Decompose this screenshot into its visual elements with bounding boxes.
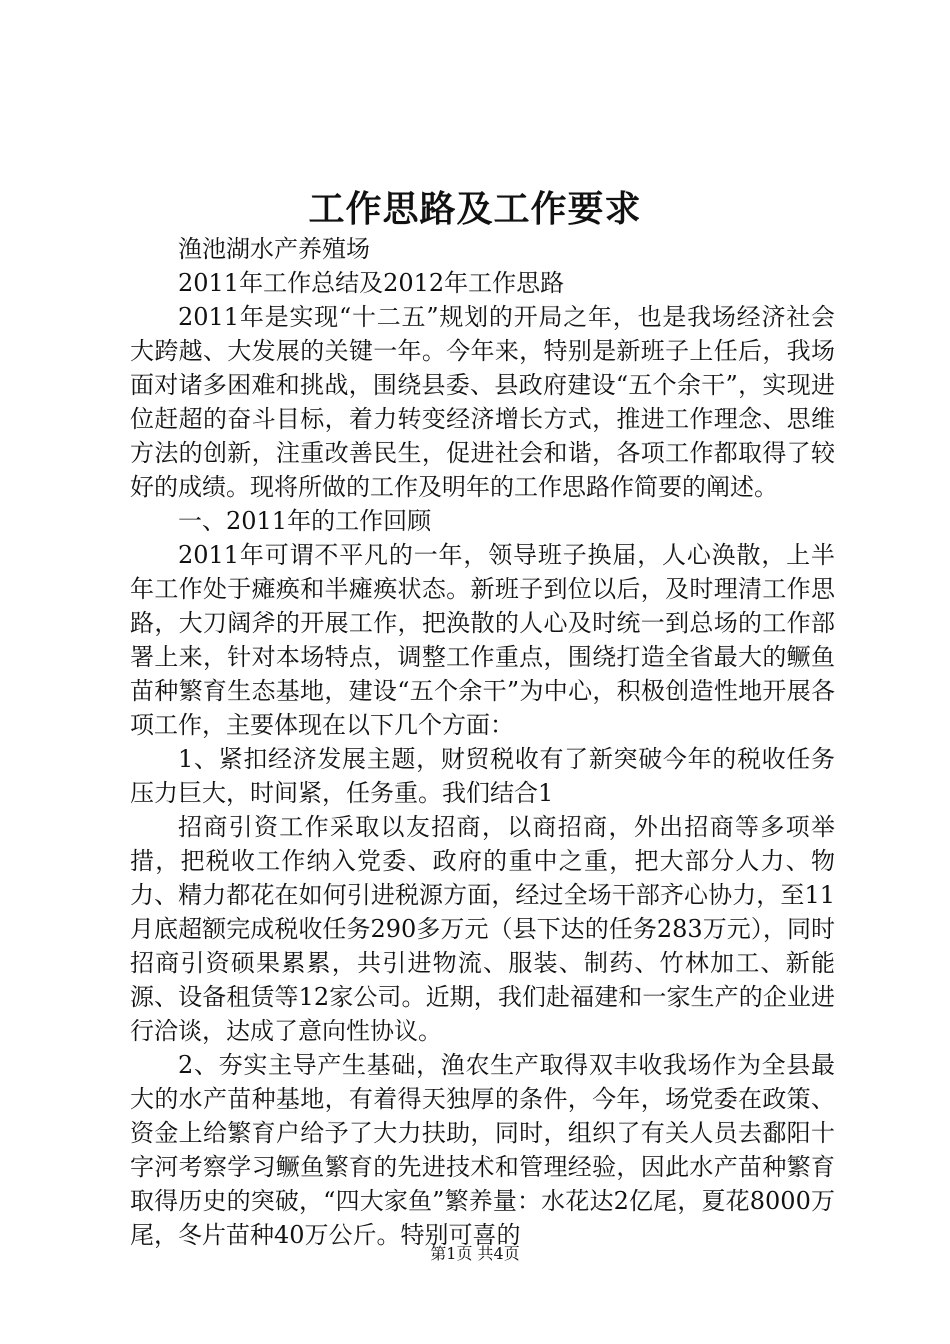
page-footer: 第1页 共4页: [430, 1244, 520, 1263]
document-body: [130, 232, 835, 1252]
paragraph-item-1: 1、紧扣经济发展主题，财贸税收有了新突破今年的税收任务压力巨大，时间紧，任务重。我们结合1: [130, 745, 835, 807]
document-title: 工作思路及工作要求: [308, 188, 642, 230]
paragraph-item-2: 2、夯实主导产生基础，渔农生产取得双丰收我场作为全县最大的水产苗种基地，有着得天独厚的条件，今年，场党委在政策、资金上给繁育户给予了大力扶助，同时，组织了有关人员去鄱阳十字河考察学习鳜鱼繁育的先进技术和管理经验，因此水产苗种繁育取得历史的突破，“四大家鱼”繁养量：水花达2亿尾，夏花8000万尾，冬片苗种40万公斤。特别可喜的: [130, 1051, 835, 1249]
section-heading-review: 一、2011年的工作回顾: [178, 507, 432, 535]
paragraph-intro: 2011年是实现“十二五”规划的开局之年，也是我场经济社会大跨越、大发展的关键一年。今年来，特别是新班子上任后，我场面对诸多困难和挑战，围绕县委、县政府建设“五个余干”，实现进位赶超的奋斗目标，着力转变经济增长方式，推进工作理念、思维方法的创新，注重改善民生，促进社会和谐，各项工作都取得了较好的成绩。现将所做的工作及明年的工作思路作简要的阐述。: [130, 303, 835, 501]
paragraph-investment: 招商引资工作采取以友招商，以商招商，外出招商等多项举措，把税收工作纳入党委、政府的重中之重，把大部分人力、物力、精力都花在如何引进税源方面，经过全场干部齐心协力，至11月底超额完成税收任务290多万元（县下达的任务283万元），同时招商引资硕果累累，共引进物流、服装、制药、竹林加工、新能源、设备租赁等12家公司。近期，我们赴福建和一家生产的企业进行洽谈，达成了意向性协议。: [130, 813, 835, 1045]
paragraph-subtitle: 2011年工作总结及2012年工作思路: [178, 269, 565, 297]
paragraph-review: 2011年可谓不平凡的一年，领导班子换届，人心涣散，上半年工作处于瘫痪和半瘫痪状态。新班子到位以后，及时理清工作思路，大刀阔斧的开展工作，把涣散的人心及时统一到总场的工作部署上来，针对本场特点，调整工作重点，围绕打造全省最大的鳜鱼苗种繁育生态基地，建设“五个余干”为中心，积极创造性地开展各项工作，主要体现在以下几个方面：: [130, 541, 835, 739]
paragraph-organization: 渔池湖水产养殖场: [178, 235, 370, 263]
